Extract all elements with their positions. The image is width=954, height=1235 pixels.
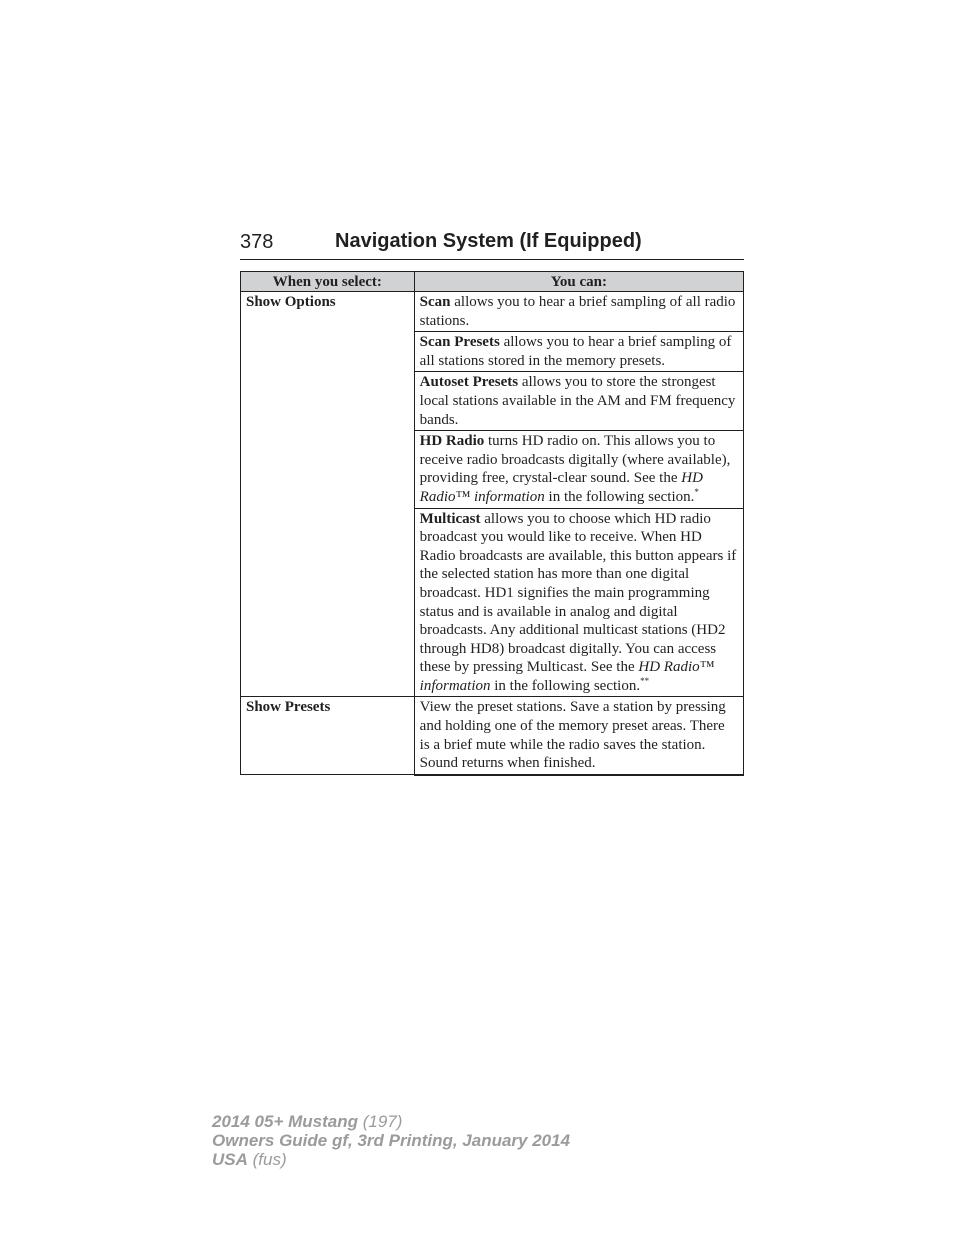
description-cell-hd-radio	[414, 431, 743, 508]
page-footer	[212, 1112, 570, 1169]
option-name: Autoset Presets	[419, 374, 519, 391]
footer-market: USA	[212, 1150, 248, 1169]
page-number: 378	[240, 231, 274, 253]
option-name: Multicast	[419, 510, 481, 527]
description-cell-show-presets	[414, 697, 743, 775]
page-title: Navigation System (If Equipped)	[335, 230, 642, 252]
column-header-you-can: You can:	[414, 272, 743, 292]
footer-line-guide	[212, 1131, 570, 1150]
footer-model-code: (197)	[358, 1112, 403, 1131]
option-description: allows you to choose which HD radio broadcast you would like to receive. When HD Radio broadcasts are available, this button appears if the selected station has more than one digital broadcast. HD1 signifies the main programming status and is available in analog and digital broadcasts. Any additional multicast stations (HD2 through HD8) broadcast digitally. You can access these by pressing Multicast. See the	[419, 510, 737, 676]
column-header-when-you-select: When you select:	[241, 272, 415, 292]
table-row	[241, 697, 744, 775]
footer-line-market	[212, 1150, 570, 1169]
page-header	[240, 226, 744, 260]
option-description: View the preset stations. Save a station by pressing and holding one of the memory preset areas. There is a brief mute while the radio saves the station. Sound returns when finished.	[419, 699, 726, 772]
option-description-end: in the following section.	[490, 677, 641, 694]
table-header-row	[241, 272, 744, 292]
cross-reference: HD Radio™ information	[419, 659, 715, 694]
option-description: allows you to hear a brief sampling of all radio stations.	[419, 294, 736, 329]
cross-reference: HD Radio™ information	[419, 470, 703, 505]
select-cell-show-presets: Show Presets	[241, 697, 415, 775]
options-table	[240, 271, 744, 776]
table-row	[241, 292, 744, 332]
footnote-marker: *	[694, 486, 699, 497]
footnote-marker: **	[640, 675, 650, 686]
footer-model: 2014 05+ Mustang	[212, 1112, 358, 1131]
select-cell-show-options: Show Options	[241, 292, 415, 697]
option-description-end: in the following section.	[544, 488, 695, 505]
footer-line-model	[212, 1112, 570, 1131]
footer-market-code: (fus)	[247, 1150, 287, 1169]
description-cell-scan-presets	[414, 332, 743, 372]
option-name: Scan Presets	[419, 334, 500, 351]
option-name: Scan	[419, 294, 451, 310]
description-cell-scan	[414, 292, 743, 332]
description-cell-autoset-presets	[414, 372, 743, 431]
footer-guide: Owners Guide gf, 3rd Printing, January 2014	[212, 1131, 571, 1150]
option-name: HD Radio	[419, 433, 485, 450]
option-description: turns HD radio on. This allows you to receive radio broadcasts digitally (where available), providing free, crystal-clear sound. See the	[419, 433, 731, 487]
option-description: allows you to store the strongest local stations available in the AM and FM frequency bands.	[419, 374, 736, 428]
description-cell-multicast	[414, 508, 743, 697]
option-description: allows you to hear a brief sampling of all stations stored in the memory presets.	[419, 334, 732, 369]
